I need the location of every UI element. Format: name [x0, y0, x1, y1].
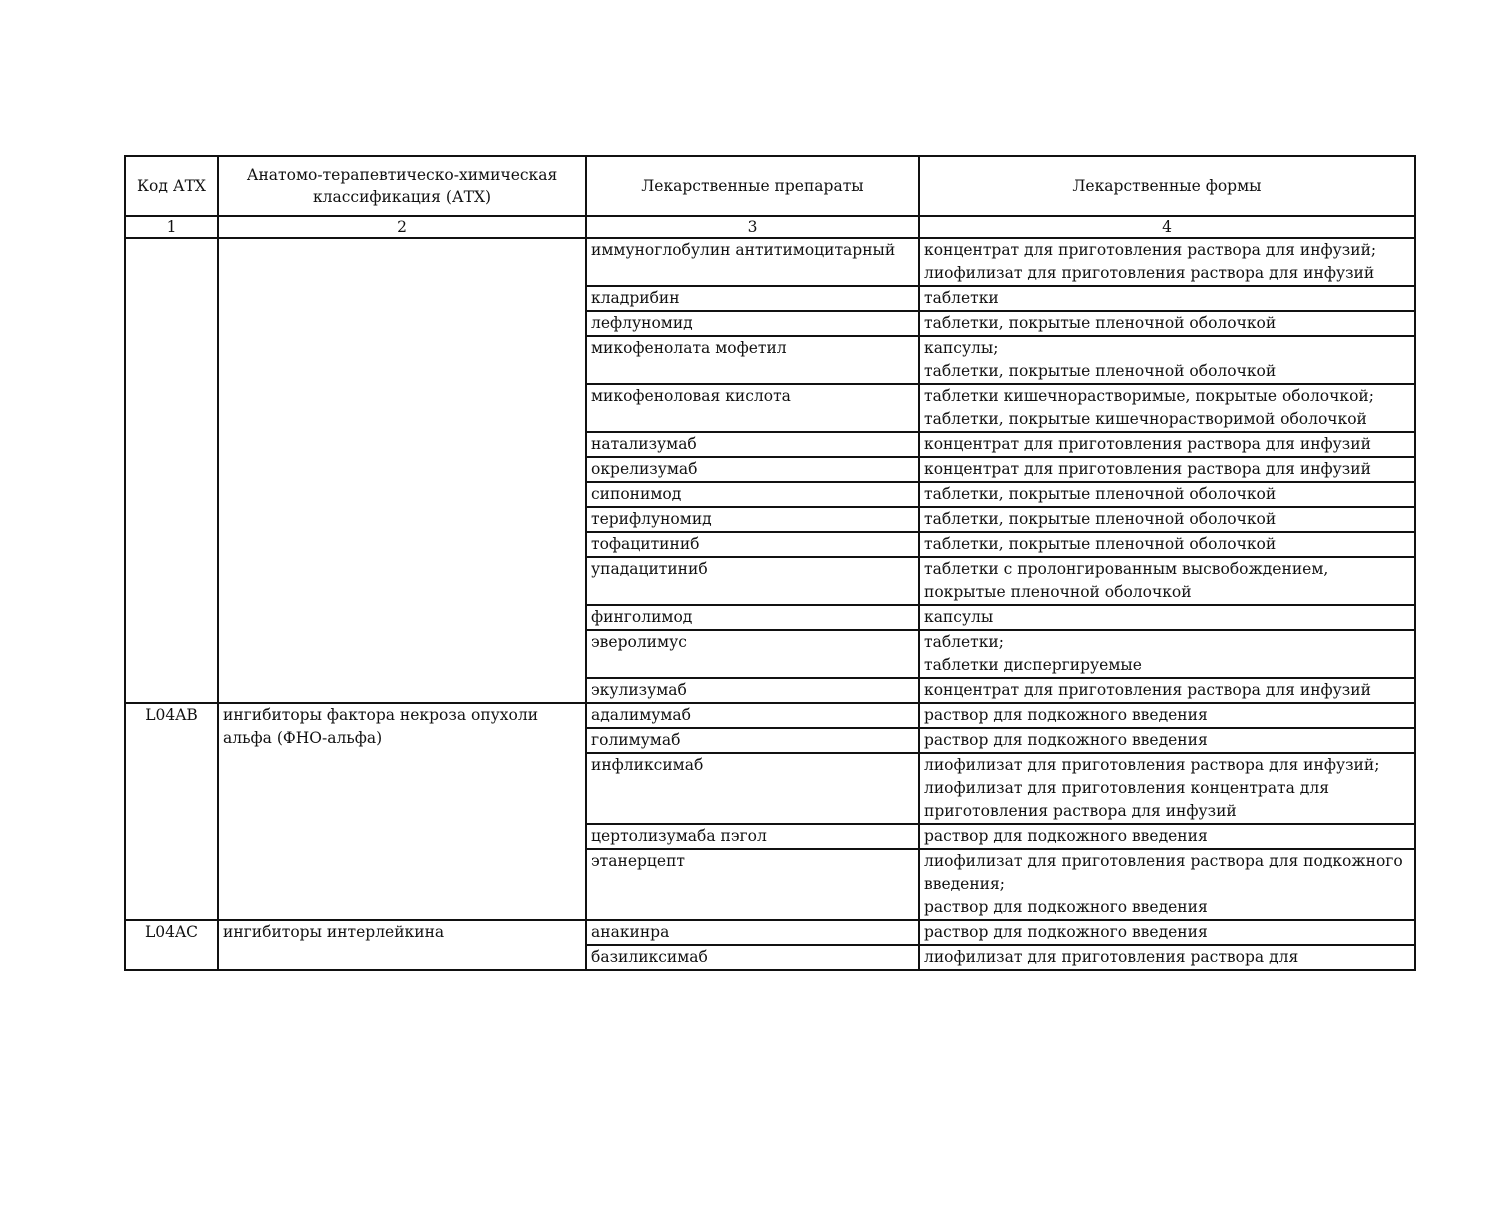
table-row	[125, 238, 1415, 286]
column-number-row	[125, 216, 1415, 238]
dosage-form-line: таблетки	[924, 289, 999, 307]
dosage-forms	[919, 630, 1415, 678]
dosage-form-line: таблетки;	[924, 633, 1004, 651]
dosage-forms	[919, 945, 1415, 970]
dosage-form-line: концентрат для приготовления раствора для инфузий	[924, 435, 1371, 453]
dosage-form-line: таблетки диспергируемые	[924, 656, 1142, 674]
drug-name: этанерцепт	[586, 849, 919, 920]
dosage-forms	[919, 605, 1415, 630]
drug-name: тофацитиниб	[586, 532, 919, 557]
drug-name: эверолимус	[586, 630, 919, 678]
dosage-form-line: таблетки кишечнорастворимые, покрытые оболочкой;	[924, 387, 1374, 405]
dosage-form-line: лиофилизат для приготовления раствора для	[924, 948, 1299, 966]
dosage-form-line: таблетки, покрытые пленочной оболочкой	[924, 510, 1277, 528]
dosage-form-line: лиофилизат для приготовления раствора для инфузий	[924, 264, 1375, 282]
header-dosage-forms: Лекарственные формы	[919, 156, 1415, 216]
dosage-form-line: раствор для подкожного введения	[924, 731, 1208, 749]
dosage-form-line: приготовления раствора для инфузий	[924, 802, 1237, 820]
drug-name: кладрибин	[586, 286, 919, 311]
dosage-form-line: таблетки, покрытые пленочной оболочкой	[924, 535, 1277, 553]
header-row	[125, 156, 1415, 216]
dosage-forms	[919, 286, 1415, 311]
dosage-forms	[919, 920, 1415, 945]
drug-name: терифлуномид	[586, 507, 919, 532]
column-number-1: 1	[125, 216, 218, 238]
dosage-form-line: раствор для подкожного введения	[924, 898, 1208, 916]
table-row	[125, 920, 1415, 945]
dosage-form-line: таблетки с пролонгированным высвобождением,	[924, 560, 1329, 578]
header-atx-code: Код АТХ	[125, 156, 218, 216]
dosage-form-line: раствор для подкожного введения	[924, 827, 1208, 845]
dosage-form-line: лиофилизат для приготовления раствора для подкожного	[924, 852, 1403, 870]
dosage-form-line: раствор для подкожного введения	[924, 923, 1208, 941]
dosage-forms	[919, 482, 1415, 507]
dosage-form-line: покрытые пленочной оболочкой	[924, 583, 1192, 601]
column-number-2: 2	[218, 216, 586, 238]
drug-name: сипонимод	[586, 482, 919, 507]
dosage-forms	[919, 432, 1415, 457]
drug-name: базиликсимаб	[586, 945, 919, 970]
drug-name: финголимод	[586, 605, 919, 630]
dosage-forms	[919, 678, 1415, 703]
drug-name: инфликсимаб	[586, 753, 919, 824]
dosage-form-line: таблетки, покрытые кишечнорастворимой оболочкой	[924, 410, 1367, 428]
column-number-4: 4	[919, 216, 1415, 238]
atx-group-name-cell: ингибиторы фактора некроза опухоли альфа (ФНО-альфа)	[218, 703, 586, 920]
atx-group-name-cell: ингибиторы интерлейкина	[218, 920, 586, 970]
drug-name: лефлуномид	[586, 311, 919, 336]
header-atx-classification: Анатомо-терапевтическо-химическая классификация (АТХ)	[218, 156, 586, 216]
dosage-form-line: таблетки, покрытые пленочной оболочкой	[924, 485, 1277, 503]
dosage-forms	[919, 557, 1415, 605]
dosage-forms	[919, 824, 1415, 849]
dosage-form-line: лиофилизат для приготовления концентрата для	[924, 779, 1329, 797]
drug-name: голимумаб	[586, 728, 919, 753]
dosage-forms	[919, 753, 1415, 824]
dosage-form-line: таблетки, покрытые пленочной оболочкой	[924, 362, 1277, 380]
drug-name: окрелизумаб	[586, 457, 919, 482]
dosage-form-line: капсулы;	[924, 339, 999, 357]
dosage-form-line: лиофилизат для приготовления раствора для инфузий;	[924, 756, 1380, 774]
dosage-form-line: раствор для подкожного введения	[924, 706, 1208, 724]
dosage-form-line: таблетки, покрытые пленочной оболочкой	[924, 314, 1277, 332]
atx-drug-table	[124, 155, 1416, 971]
dosage-form-line: концентрат для приготовления раствора для инфузий;	[924, 241, 1377, 259]
atx-code-cell: L04AB	[125, 703, 218, 920]
drug-name: анакинра	[586, 920, 919, 945]
dosage-forms	[919, 336, 1415, 384]
drug-name: цертолизумаба пэгол	[586, 824, 919, 849]
dosage-forms	[919, 728, 1415, 753]
dosage-forms	[919, 238, 1415, 286]
dosage-forms	[919, 849, 1415, 920]
drug-name: микофенолата мофетил	[586, 336, 919, 384]
dosage-form-line: концентрат для приготовления раствора для инфузий	[924, 681, 1371, 699]
dosage-forms	[919, 532, 1415, 557]
drug-name: натализумаб	[586, 432, 919, 457]
dosage-form-line: введения;	[924, 875, 1006, 893]
drug-name: адалимумаб	[586, 703, 919, 728]
header-drugs: Лекарственные препараты	[586, 156, 919, 216]
dosage-forms	[919, 311, 1415, 336]
dosage-forms	[919, 457, 1415, 482]
drug-name: упадацитиниб	[586, 557, 919, 605]
dosage-forms	[919, 703, 1415, 728]
drug-name: микофеноловая кислота	[586, 384, 919, 432]
atx-code-cell	[125, 238, 218, 703]
atx-group-name-cell	[218, 238, 586, 703]
drug-name: экулизумаб	[586, 678, 919, 703]
dosage-form-line: капсулы	[924, 608, 994, 626]
dosage-form-line: концентрат для приготовления раствора для инфузий	[924, 460, 1371, 478]
column-number-3: 3	[586, 216, 919, 238]
dosage-forms	[919, 384, 1415, 432]
dosage-forms	[919, 507, 1415, 532]
table-row	[125, 703, 1415, 728]
atx-code-cell: L04AC	[125, 920, 218, 970]
drug-name: иммуноглобулин антитимоцитарный	[586, 238, 919, 286]
